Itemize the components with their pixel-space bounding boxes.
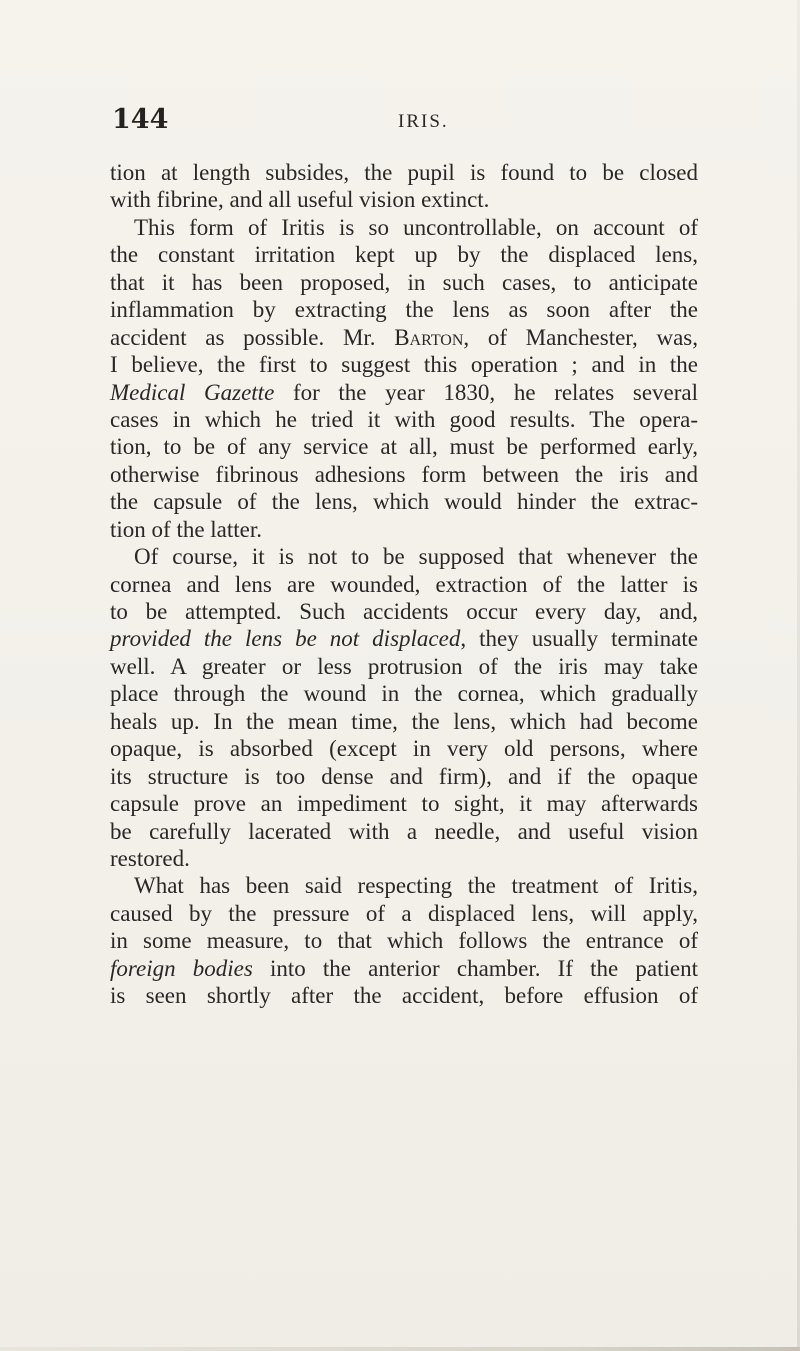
text-segment: well. A greater or less protrusion of the iris may take (110, 653, 698, 679)
text-segment: cornea and lens are wounded, extraction of the latter is (110, 571, 698, 597)
page-bottom-edge (0, 1347, 800, 1351)
text-line (110, 214, 698, 241)
text-line (110, 845, 698, 872)
text-line (110, 296, 698, 323)
text-segment: the capsule of the lens, which would hinder the extrac- (110, 489, 698, 515)
text-segment: to be attempted. Such accidents occur every day, and, (110, 599, 698, 624)
text-line (110, 790, 698, 817)
text-segment: Medical Gazette (110, 379, 275, 405)
text-segment: opaque, is absorbed (except in very old persons, where (110, 736, 698, 762)
text-segment: that it has been proposed, in such cases, to anticipate (110, 269, 698, 295)
text-segment: accident as possible. Mr. (110, 324, 395, 350)
text-segment: Of course, it is not to be supposed that whenever the (134, 544, 698, 570)
text-line (110, 379, 698, 406)
text-segment: foreign bodies (110, 955, 253, 981)
text-line (110, 433, 698, 460)
text-line (110, 625, 698, 652)
running-head: IRIS. (398, 111, 449, 132)
text-line (110, 900, 698, 927)
text-segment: provided the lens be not displaced (110, 626, 461, 652)
text-line (110, 571, 698, 598)
text-segment: restored. (110, 845, 190, 871)
text-line (110, 516, 698, 543)
text-segment: in some measure, to that which follows the entrance of (110, 928, 698, 954)
text-line (110, 735, 698, 762)
text-line (110, 324, 698, 351)
text-line (110, 982, 698, 1009)
text-segment: its structure is too dense and firm), and if the opaque (110, 763, 698, 789)
text-line (110, 680, 698, 707)
text-line (110, 543, 698, 570)
text-segment: capsule prove an impediment to sight, it may afterwards (110, 791, 698, 817)
text-line (110, 461, 698, 488)
text-segment: This form of Iritis is so uncontrollable, on account of (134, 214, 698, 240)
text-segment: What has been said respecting the treatment of Iritis, (134, 873, 698, 899)
text-line (110, 955, 698, 982)
text-line (110, 708, 698, 735)
text-segment: be carefully lacerated with a needle, and useful vision (110, 818, 698, 844)
text-line (110, 186, 698, 213)
text-line (110, 159, 698, 186)
text-segment: tion, to be of any service at all, must be performed early, (110, 434, 698, 460)
text-line (110, 488, 698, 515)
text-line (110, 763, 698, 790)
text-segment: inflammation by extracting the lens as soon after the (110, 297, 698, 323)
text-segment: tion at length subsides, the pupil is found to be closed (110, 160, 698, 185)
text-line (110, 351, 698, 378)
text-line (110, 872, 698, 899)
text-segment: place through the wound in the cornea, which gradually (110, 681, 698, 707)
text-segment: for the year 1830, he relates several (274, 379, 698, 405)
text-segment: heals up. In the mean time, the lens, which had become (110, 708, 698, 734)
text-segment: otherwise fibrinous adhesions form between the iris and (110, 461, 698, 487)
text-segment: Barton (394, 324, 464, 350)
text-line (110, 653, 698, 680)
text-segment: cases in which he tried it with good results. The opera- (110, 406, 698, 432)
text-line (110, 927, 698, 954)
text-segment: the constant irritation kept up by the displaced lens, (110, 242, 698, 268)
text-line (110, 269, 698, 296)
text-segment: tion of the latter. (110, 516, 263, 542)
page-number: 144 (112, 104, 169, 135)
text-segment: is seen shortly after the accident, before effusion of (110, 983, 698, 1009)
text-line (110, 818, 698, 845)
text-segment: , they usually terminate (460, 626, 698, 652)
text-segment: , of Manchester, was, (463, 324, 698, 350)
page-header (112, 104, 692, 138)
text-line (110, 598, 698, 625)
text-line (110, 406, 698, 433)
text-line (110, 241, 698, 268)
text-segment: into the anterior chamber. If the patient (252, 955, 699, 981)
text-segment: I believe, the first to suggest this operation ; and in the (110, 352, 698, 378)
text-segment: caused by the pressure of a displaced lens, will apply, (110, 900, 698, 926)
text-segment: with fibrine, and all useful vision extinct. (110, 187, 490, 213)
body-text (110, 159, 698, 1010)
